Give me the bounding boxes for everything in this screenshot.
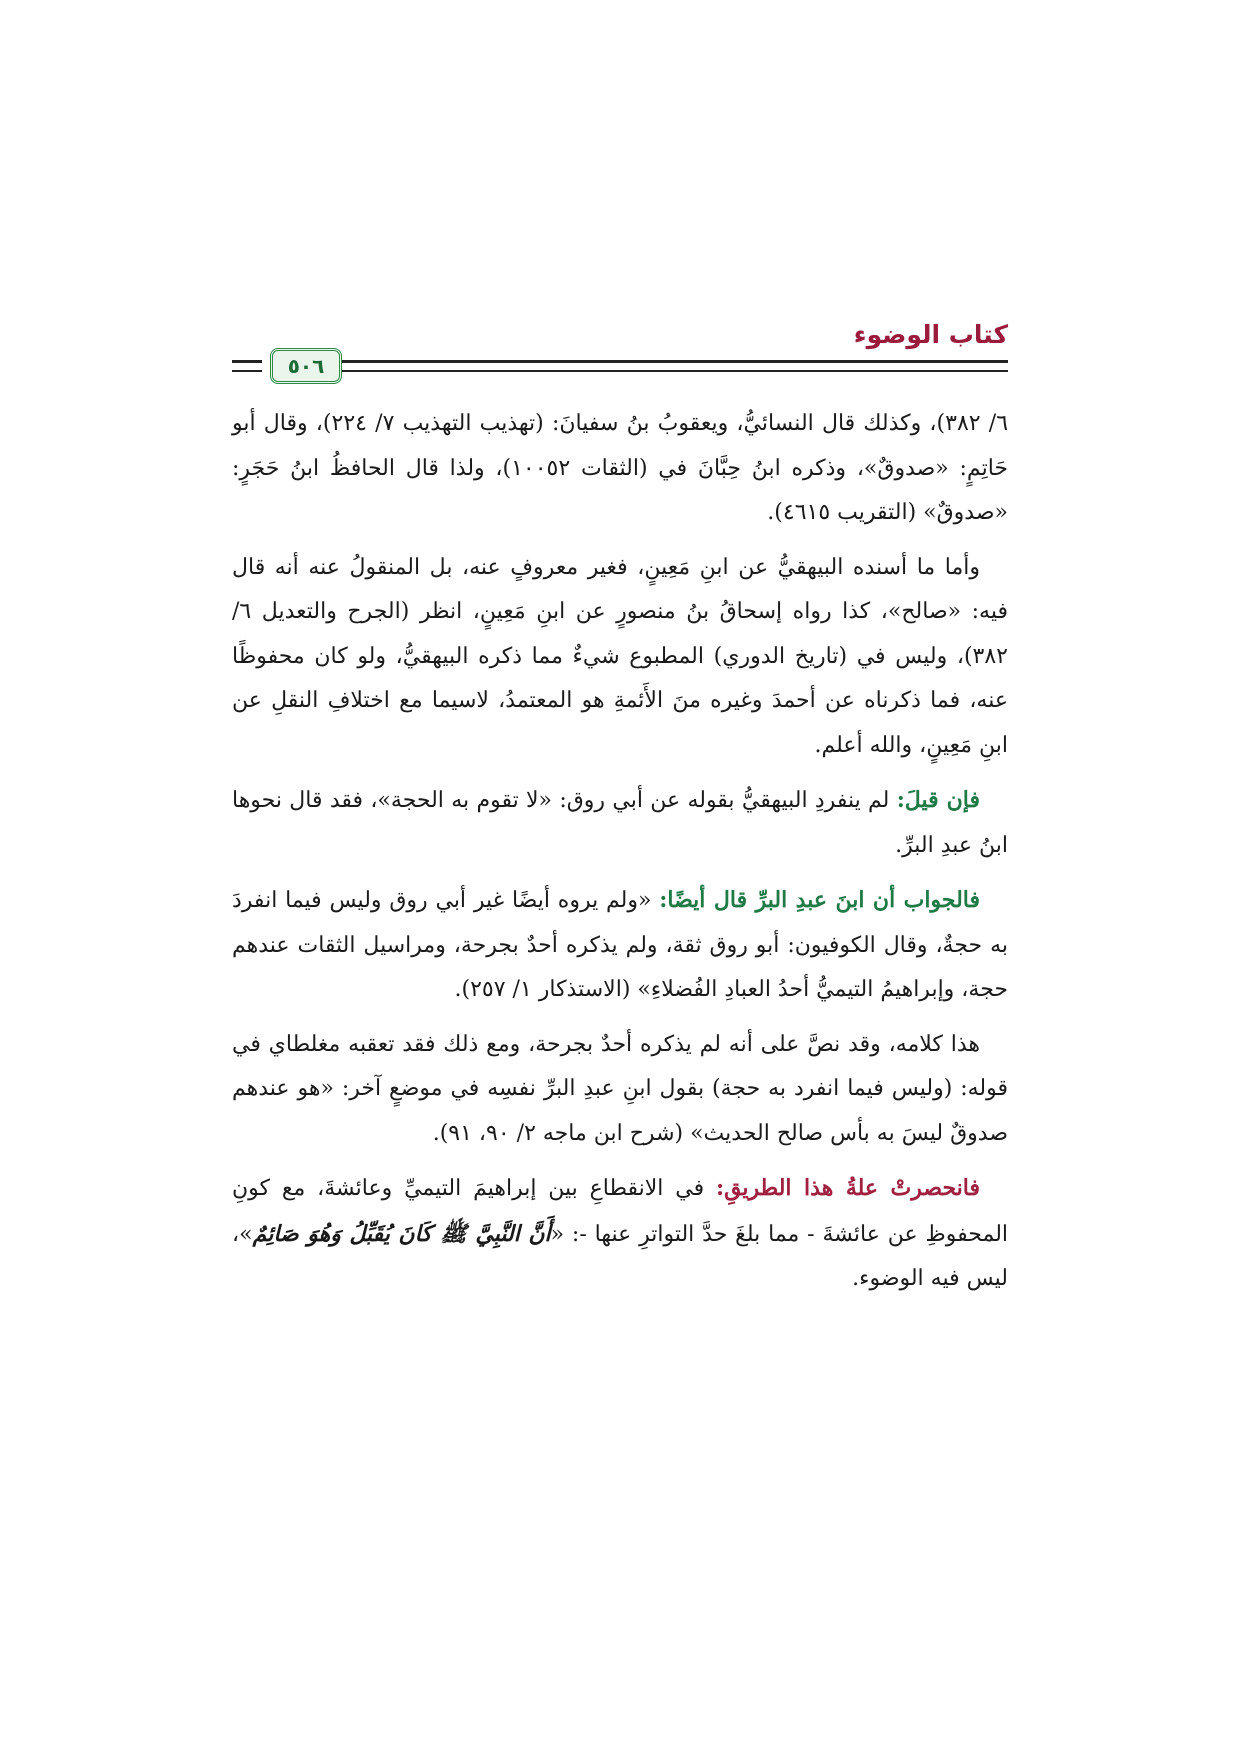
paragraph-2 [232,546,1008,769]
paragraph-4-text: «ولم يروه أيضًا غير أبي روق وليس فيما انفردَ به حجةٌ، وقال الكوفيون: أبو روق ثقة، ولم يذكره أحدٌ بجرحة، ومراسيل الثقات عندهم حجة، وإبراهيمُ التيميُّ أحدُ العبادِ الفُضلاءِ» (الاستذكار ١/ ٢٥٧). [232,888,1008,1002]
paragraph-3-lead: فإن قيلَ: [896,787,980,813]
page-number-badge: ٥٠٦ [270,348,342,384]
paragraph-6 [232,1166,1008,1302]
paragraph-1-text: ٦/ ٣٨٢)، وكذلك قال النسائيُّ، ويعقوبُ بنُ سفيانَ: (تهذيب التهذيب ٧/ ٢٢٤)، وقال أبو حَاتِمٍ: «صدوقٌ»، وذكره ابنُ حِبَّانَ في (الثقات ١٠٠٥٢)، ولذا قال الحافظُ ابنُ حَجَرٍ: «صدوقٌ» (التقريب ٤٦١٥). [232,411,1009,525]
paragraph-3 [232,778,1008,868]
page-header [232,318,1008,388]
paragraph-3-text: لم ينفردِ البيهقيُّ بقوله عن أبي روق: «لا تقوم به الحجة»، فقد قال نحوها ابنُ عبدِ البرِّ. [232,788,1008,858]
paragraph-6-tail: »، ليس فيه الوضوء. [232,1221,1008,1291]
header-rule-bottom [288,370,1008,372]
paragraph-5 [232,1023,1008,1157]
paragraph-5-text: هذا كلامه، وقد نصَّ على أنه لم يذكره أحدٌ بجرحة، ومع ذلك فقد تعقبه مغلطاي في قوله: (وليس فيما انفرد به حجة) بقول ابنِ عبدِ البرِّ نفسِه في موضعٍ آخر: «هو عندهم صدوقٌ ليسَ به بأس صالح الحديث» (شرح ابن ماجه ٢/ ٩٠، ٩١). [232,1031,1008,1146]
paragraph-2-text: وأما ما أسنده البيهقيُّ عن ابنِ مَعِينٍ، فغير معروفٍ عنه، بل المنقولُ عنه أنه قال فيه: «صالح»، كذا رواه إسحاقُ بنُ منصورٍ عن ابنِ مَعِينٍ، انظر (الجرح والتعديل ٦/ ٣٨٢)، وليس في (تاريخ الدوري) المطبوع شيءٌ مما ذكره البيهقيُّ، ولو كان محفوظًا عنه، فما ذكرناه عن أحمدَ وغيره منَ الأَئمةِ هو المعتمدُ، لاسيما مع اختلافِ النقلِ عن ابنِ مَعِينٍ، والله أعلم. [232,554,1008,758]
hadith-quote: أَنَّ النَّبِيَّ ﷺ كَانَ يُقَبِّلُ وَهُوَ صَائِمٌ [252,1220,551,1247]
paragraph-1 [232,402,1008,536]
paragraph-6-text: في الانقطاعِ بين إبراهيمَ التيميِّ وعائشةَ، مع كونِ المحفوظِ عن عائشةَ - مما بلغَ حدَّ التواترِ عنها -: « [232,1176,1009,1247]
page-body [232,402,1008,1312]
header-rule-top [288,360,1008,363]
paragraph-6-lead: فانحصرتْ علةُ هذا الطريقِ: [715,1175,980,1201]
paragraph-4 [232,878,1008,1013]
header-rule-left-top [232,360,262,363]
header-rule-left-bottom [232,370,262,372]
book-title: كتاب الوضوء [853,320,1008,349]
paragraph-4-lead: فالجواب أن ابنَ عبدِ البرِّ قال أيضًا: [659,887,980,913]
